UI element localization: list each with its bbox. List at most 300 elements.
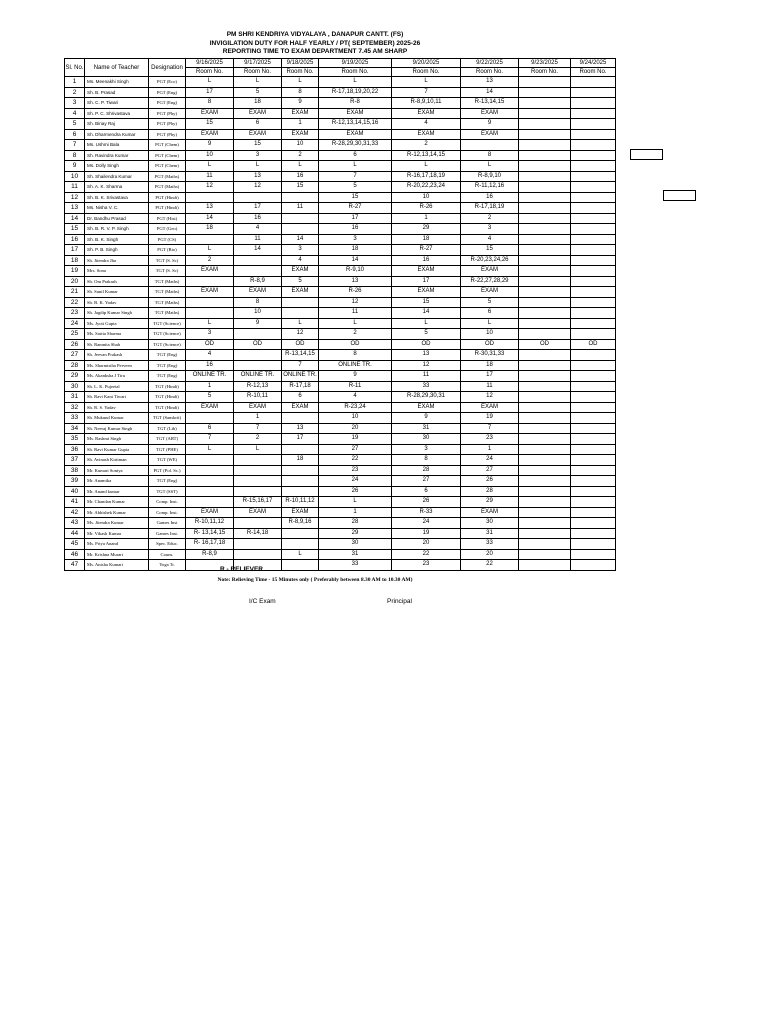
room-cell	[519, 381, 571, 392]
room-cell: EXAM	[461, 507, 519, 518]
room-cell: 30	[392, 434, 461, 445]
date-header: 9/17/2025	[234, 59, 282, 68]
room-cell	[571, 171, 616, 182]
room-cell: 11	[392, 371, 461, 382]
room-no-header: Room No.	[519, 68, 571, 77]
sl-no-cell: 4	[65, 108, 85, 119]
teacher-name-cell: Sh. Ravi Kant Tiwari	[85, 392, 149, 403]
sl-no-cell: 8	[65, 150, 85, 161]
sl-no-cell: 1	[65, 77, 85, 88]
room-cell: R-26	[319, 287, 392, 298]
room-cell: EXAM	[234, 108, 282, 119]
designation-cell: TGT (Eng)	[149, 350, 186, 361]
room-cell	[519, 560, 571, 571]
room-cell: L	[461, 161, 519, 172]
teacher-name-cell: Sh. Dharmendra Kumar	[85, 129, 149, 140]
room-cell	[282, 560, 319, 571]
sl-no-cell: 38	[65, 465, 85, 476]
designation-cell: TGT (Hindi)	[149, 392, 186, 403]
room-cell: L	[234, 77, 282, 88]
room-cell: 30	[461, 518, 519, 529]
sl-no-header: Sl. No.	[65, 59, 85, 77]
designation-cell: TGT (S. Sc)	[149, 266, 186, 277]
designation-cell: TGT (ART)	[149, 434, 186, 445]
room-cell	[186, 455, 234, 466]
room-cell	[571, 119, 616, 130]
designation-cell: TGT (Science)	[149, 329, 186, 340]
room-cell: R-28,29,30,31	[392, 392, 461, 403]
room-cell	[519, 203, 571, 214]
room-cell	[282, 192, 319, 203]
room-cell	[519, 402, 571, 413]
room-cell	[519, 360, 571, 371]
room-cell	[571, 108, 616, 119]
sl-no-cell: 11	[65, 182, 85, 193]
room-cell	[519, 434, 571, 445]
room-cell	[519, 108, 571, 119]
room-cell: 14	[282, 234, 319, 245]
room-cell: 33	[461, 539, 519, 550]
room-cell: 18	[392, 234, 461, 245]
sl-no-cell: 45	[65, 539, 85, 550]
room-cell: EXAM	[392, 287, 461, 298]
room-cell	[571, 455, 616, 466]
room-cell: 12	[392, 360, 461, 371]
room-cell: 11	[319, 308, 392, 319]
room-cell	[571, 402, 616, 413]
room-cell: 28	[392, 465, 461, 476]
room-cell: 19	[392, 528, 461, 539]
room-cell: R-10,11,12	[186, 518, 234, 529]
room-cell: R-8,9,10,11	[392, 98, 461, 109]
table-row	[65, 182, 616, 193]
room-no-header: Room No.	[571, 68, 616, 77]
sl-no-cell: 23	[65, 308, 85, 319]
room-cell: 4	[234, 224, 282, 235]
room-cell: 11	[234, 234, 282, 245]
room-cell: 2	[186, 255, 234, 266]
room-cell: 26	[461, 476, 519, 487]
room-cell: 9	[234, 318, 282, 329]
designation-cell: TGT (Maths)	[149, 276, 186, 287]
table-row	[65, 560, 616, 571]
room-cell: 13	[392, 350, 461, 361]
sl-no-cell: 18	[65, 255, 85, 266]
room-cell	[186, 308, 234, 319]
room-cell	[571, 434, 616, 445]
designation-cell: PGT (Pol. Sc.)	[149, 465, 186, 476]
room-cell: L	[392, 318, 461, 329]
room-cell: 17	[392, 276, 461, 287]
room-cell: 27	[319, 444, 392, 455]
table-row	[65, 77, 616, 88]
room-cell: 6	[282, 392, 319, 403]
room-cell: 7	[282, 360, 319, 371]
room-cell: 9	[186, 140, 234, 151]
teacher-name-cell: Sh. Binay Raj	[85, 119, 149, 130]
designation-cell: PGT (Geo)	[149, 224, 186, 235]
room-cell: 31	[319, 549, 392, 560]
room-cell: 17	[186, 87, 234, 98]
sl-no-cell: 30	[65, 381, 85, 392]
room-cell: R-16,17,18,19	[392, 171, 461, 182]
room-cell: 28	[319, 518, 392, 529]
room-cell	[282, 528, 319, 539]
table-row	[65, 255, 616, 266]
room-cell: 20	[461, 549, 519, 560]
room-cell	[519, 224, 571, 235]
teacher-name-cell: Ms. Sharmistha Perveen	[85, 360, 149, 371]
room-cell	[571, 444, 616, 455]
designation-cell: TGT (Maths)	[149, 297, 186, 308]
room-cell: 26	[319, 486, 392, 497]
designation-cell: TGT (Sanskrit)	[149, 413, 186, 424]
room-cell: OD	[282, 339, 319, 350]
room-cell	[234, 350, 282, 361]
teacher-name-cell: Mr. Anand kumar	[85, 486, 149, 497]
room-cell: 10	[282, 140, 319, 151]
room-cell: 5	[319, 182, 392, 193]
room-cell	[519, 98, 571, 109]
room-cell	[571, 549, 616, 560]
teacher-name-cell: Ms. Dolly Singh	[85, 161, 149, 172]
room-cell	[282, 224, 319, 235]
room-cell: EXAM	[186, 402, 234, 413]
room-cell: 5	[234, 87, 282, 98]
room-cell: 28	[461, 486, 519, 497]
room-cell: R-27	[319, 203, 392, 214]
room-no-header: Room No.	[392, 68, 461, 77]
designation-cell: PGT (Hist)	[149, 213, 186, 224]
room-cell: 4	[186, 350, 234, 361]
room-cell: 3	[461, 224, 519, 235]
reporting-time: REPORTING TIME TO EXAM DEPARTMENT 7.45 AM SHARP	[222, 48, 408, 55]
room-cell: 4	[319, 392, 392, 403]
room-cell: L	[186, 245, 234, 256]
room-cell: 23	[392, 560, 461, 571]
room-cell: 7	[319, 171, 392, 182]
room-cell: R-12,13,14,15	[392, 150, 461, 161]
room-cell: ONLINE TR.	[186, 371, 234, 382]
room-cell	[234, 266, 282, 277]
room-cell: R- 16,17,18	[186, 539, 234, 550]
designation-cell: TGT (WE)	[149, 455, 186, 466]
room-cell: 23	[319, 465, 392, 476]
table-row	[65, 171, 616, 182]
date-header: 9/18/2025	[282, 59, 319, 68]
room-cell: 7	[392, 87, 461, 98]
room-cell: 13	[461, 77, 519, 88]
designation-cell: TGT (Eng)	[149, 371, 186, 382]
sl-no-cell: 47	[65, 560, 85, 571]
table-row	[65, 549, 616, 560]
room-cell: ONLINE TR.	[319, 360, 392, 371]
room-cell	[571, 413, 616, 424]
room-cell: 30	[319, 539, 392, 550]
duty-title: INVIGILATION DUTY FOR HALF YEARLY / PT( SEPTEMBER) 2025-26	[209, 40, 421, 47]
room-cell: 24	[319, 476, 392, 487]
room-cell: 5	[392, 329, 461, 340]
room-cell	[282, 476, 319, 487]
designation-cell: PGT (Phy)	[149, 119, 186, 130]
designation-cell: PGT (Chem)	[149, 140, 186, 151]
room-cell: 6	[234, 119, 282, 130]
room-cell: R-12,13	[234, 381, 282, 392]
room-cell: 7	[186, 434, 234, 445]
sl-no-cell: 32	[65, 402, 85, 413]
room-cell: R-27	[392, 245, 461, 256]
room-cell: L	[319, 77, 392, 88]
sl-no-cell: 41	[65, 497, 85, 508]
room-cell: 5	[186, 392, 234, 403]
room-cell: 13	[282, 423, 319, 434]
sl-no-cell: 3	[65, 98, 85, 109]
teacher-name-cell: Mr. Kumari Soniya	[85, 465, 149, 476]
room-cell	[571, 539, 616, 550]
room-cell	[519, 444, 571, 455]
room-cell	[186, 465, 234, 476]
room-cell	[571, 297, 616, 308]
room-cell	[571, 308, 616, 319]
room-cell: 15	[319, 192, 392, 203]
room-no-header: Room No.	[461, 68, 519, 77]
empty-cell-box	[630, 149, 663, 160]
room-cell: R-10,11,12	[282, 497, 319, 508]
room-cell: OD	[234, 339, 282, 350]
room-cell	[519, 255, 571, 266]
teacher-name-cell: Ms. Meenakhi Singh	[85, 77, 149, 88]
room-cell	[519, 392, 571, 403]
room-cell: R-9,10	[319, 266, 392, 277]
teacher-name-cell: Sh. Shailendra Kumar	[85, 171, 149, 182]
sl-no-cell: 10	[65, 171, 85, 182]
room-no-header: Room No.	[282, 68, 319, 77]
room-cell: 1	[461, 444, 519, 455]
room-cell: 1	[282, 119, 319, 130]
room-cell	[519, 276, 571, 287]
table-row	[65, 350, 616, 361]
table-row	[65, 360, 616, 371]
room-cell: 18	[234, 98, 282, 109]
room-cell: OD	[519, 339, 571, 350]
room-cell: EXAM	[392, 108, 461, 119]
room-cell: 20	[392, 539, 461, 550]
sl-no-cell: 14	[65, 213, 85, 224]
room-cell	[234, 455, 282, 466]
sl-no-cell: 33	[65, 413, 85, 424]
room-cell: 15	[392, 297, 461, 308]
room-cell: 6	[186, 423, 234, 434]
room-cell: EXAM	[186, 129, 234, 140]
room-cell	[519, 266, 571, 277]
room-cell	[571, 518, 616, 529]
room-cell	[571, 528, 616, 539]
room-cell	[519, 287, 571, 298]
room-cell: 10	[186, 150, 234, 161]
room-cell: 22	[461, 560, 519, 571]
room-cell: R-11	[319, 381, 392, 392]
room-cell	[571, 486, 616, 497]
table-row	[65, 539, 616, 550]
teacher-name-cell: Mr. Anamika	[85, 476, 149, 487]
room-cell: 29	[461, 497, 519, 508]
room-cell	[519, 77, 571, 88]
room-cell: 23	[461, 434, 519, 445]
room-cell: 19	[319, 434, 392, 445]
room-cell	[519, 413, 571, 424]
room-cell: L	[461, 318, 519, 329]
teacher-name-cell: Sh. Neeraj Kumar Singh	[85, 423, 149, 434]
teacher-name-cell: Sh. Ravi Kumar Gupta	[85, 444, 149, 455]
room-cell: 10	[234, 308, 282, 319]
teacher-name-cell: Sh. Avinash Kirtiman	[85, 455, 149, 466]
designation-cell: TGT (S. Sc)	[149, 255, 186, 266]
sl-no-cell: 26	[65, 339, 85, 350]
room-cell	[519, 423, 571, 434]
designation-cell: PGT (CS)	[149, 234, 186, 245]
room-cell: R-20,22,23,24	[392, 182, 461, 193]
designation-cell: Spec. Educ.	[149, 539, 186, 550]
date-header: 9/22/2025	[461, 59, 519, 68]
table-row	[65, 150, 616, 161]
sl-no-cell: 17	[65, 245, 85, 256]
room-cell: OD	[392, 339, 461, 350]
room-cell: 2	[319, 329, 392, 340]
room-cell	[571, 140, 616, 151]
room-cell: R-8,9,16	[282, 518, 319, 529]
table-row	[65, 276, 616, 287]
room-cell: 16	[319, 224, 392, 235]
room-cell: 16	[461, 192, 519, 203]
room-cell: L	[186, 444, 234, 455]
designation-cell: PGT (Maths)	[149, 171, 186, 182]
teacher-name-cell: Sh. P. C. Shrivastava	[85, 108, 149, 119]
room-cell	[571, 423, 616, 434]
teacher-name-cell: Sh. Jagdip Kumar Singh	[85, 308, 149, 319]
room-cell: 16	[282, 171, 319, 182]
room-cell: 1	[234, 413, 282, 424]
designation-cell: Games Inst	[149, 518, 186, 529]
room-cell	[519, 87, 571, 98]
room-cell	[519, 486, 571, 497]
room-no-header: Room No.	[234, 68, 282, 77]
room-cell: 9	[392, 413, 461, 424]
room-cell: 33	[319, 560, 392, 571]
designation-cell: PGT (Phy)	[149, 129, 186, 140]
principal-signature: Principal	[387, 598, 412, 605]
room-cell: 9	[282, 98, 319, 109]
room-cell: 12	[186, 182, 234, 193]
teacher-name-cell: Mr. Krishna Murari	[85, 549, 149, 560]
table-row	[65, 203, 616, 214]
room-cell	[186, 486, 234, 497]
designation-cell: TGT (SST)	[149, 486, 186, 497]
room-cell	[519, 150, 571, 161]
designation-cell: PGT (Eco)	[149, 77, 186, 88]
sl-no-cell: 35	[65, 434, 85, 445]
room-cell: R-11,12,16	[461, 182, 519, 193]
room-cell	[571, 318, 616, 329]
room-cell: EXAM	[392, 402, 461, 413]
teacher-name-cell: Ms. Nisha V. C.	[85, 203, 149, 214]
sl-no-cell: 25	[65, 329, 85, 340]
table-row	[65, 213, 616, 224]
room-cell: 27	[461, 465, 519, 476]
designation-cell: PGT (Maths)	[149, 182, 186, 193]
room-cell: EXAM	[461, 287, 519, 298]
room-cell: 3	[319, 234, 392, 245]
room-cell: OD	[319, 339, 392, 350]
room-cell	[571, 497, 616, 508]
sl-no-cell: 39	[65, 476, 85, 487]
room-cell: 13	[319, 276, 392, 287]
room-no-header: Room No.	[186, 68, 234, 77]
room-cell	[234, 518, 282, 529]
room-cell: 24	[461, 455, 519, 466]
room-cell	[519, 476, 571, 487]
designation-cell: TGT (Science)	[149, 318, 186, 329]
room-cell: 2	[282, 150, 319, 161]
room-cell: 33	[392, 381, 461, 392]
room-cell	[519, 465, 571, 476]
room-cell: L	[186, 318, 234, 329]
room-cell	[186, 276, 234, 287]
designation-cell: PGT (Hindi)	[149, 203, 186, 214]
teacher-name-cell: Mr. Chandan Kumar	[85, 497, 149, 508]
room-cell: R- 13,14,15	[186, 528, 234, 539]
room-cell	[571, 213, 616, 224]
room-cell	[519, 318, 571, 329]
room-cell	[571, 266, 616, 277]
room-cell	[519, 182, 571, 193]
room-cell: 13	[186, 203, 234, 214]
room-cell: L	[282, 318, 319, 329]
table-row	[65, 287, 616, 298]
room-cell: R-28,29,30,31,33	[319, 140, 392, 151]
room-cell	[571, 182, 616, 193]
room-cell: EXAM	[461, 402, 519, 413]
room-cell: 8	[461, 150, 519, 161]
sl-no-cell: 5	[65, 119, 85, 130]
table-row	[65, 507, 616, 518]
teacher-name-cell: Sh. R. S. Yadav	[85, 402, 149, 413]
sl-no-cell: 43	[65, 518, 85, 529]
sl-no-cell: 31	[65, 392, 85, 403]
room-cell: 10	[319, 413, 392, 424]
room-cell: 17	[282, 434, 319, 445]
room-cell: 12	[282, 329, 319, 340]
room-cell	[186, 297, 234, 308]
room-cell: R-20,23,24,26	[461, 255, 519, 266]
sl-no-cell: 27	[65, 350, 85, 361]
room-cell	[519, 140, 571, 151]
table-row	[65, 192, 616, 203]
room-cell: 8	[319, 350, 392, 361]
room-cell: EXAM	[392, 266, 461, 277]
room-cell	[282, 465, 319, 476]
sl-no-cell: 6	[65, 129, 85, 140]
room-cell	[519, 297, 571, 308]
room-cell: 12	[319, 297, 392, 308]
table-row	[65, 476, 616, 487]
sl-no-cell: 42	[65, 507, 85, 518]
room-cell: 8	[392, 455, 461, 466]
room-cell: 22	[319, 455, 392, 466]
room-cell: 14	[319, 255, 392, 266]
room-cell: 2	[461, 213, 519, 224]
room-cell: 17	[461, 371, 519, 382]
teacher-name-cell: Mr. Vikash Kumar	[85, 528, 149, 539]
